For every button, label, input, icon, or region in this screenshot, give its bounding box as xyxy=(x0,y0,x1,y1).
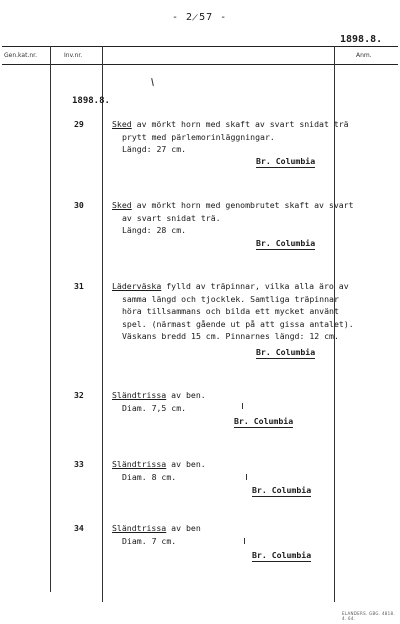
column-divider-1 xyxy=(50,46,51,592)
entry-name: Sländtrissa xyxy=(112,459,167,469)
pencil-tick-mark xyxy=(151,78,154,86)
header-year: 1898.8. xyxy=(340,34,383,45)
entry-number: 34 xyxy=(74,523,84,533)
entry-description xyxy=(112,389,337,414)
entry-line: av ben. xyxy=(171,459,206,469)
entry-number: 31 xyxy=(74,281,84,291)
column-header-inv: Inv.nr. xyxy=(64,52,83,59)
header-rule-top xyxy=(2,46,398,47)
entry-line: Diam. 7 cm. xyxy=(122,535,177,546)
entry-origin: Br. Columbia xyxy=(252,550,312,560)
entry-line: av ben xyxy=(171,523,201,533)
printer-imprint: ELANDERS. GBG. 4818. 4. 64. xyxy=(342,611,395,621)
page-number: - 2̷57 - xyxy=(172,12,228,23)
column-divider-2 xyxy=(102,46,103,602)
entry-description xyxy=(112,458,337,483)
entry-number: 30 xyxy=(74,200,84,210)
entry-origin: Br. Columbia xyxy=(252,485,312,495)
pencil-tick-mark xyxy=(242,403,243,409)
entry-name: Sländtrissa xyxy=(112,523,167,533)
entry-line: av svart snidat trä. xyxy=(122,212,221,223)
entry-name: Sländtrissa xyxy=(112,390,167,400)
entry-line: av mörkt horn med skaft av svart snidat trä xyxy=(136,119,349,129)
entry-description xyxy=(112,118,349,156)
entry-number: 33 xyxy=(74,459,84,469)
entry-line: av mörkt horn med genombrutet skaft av svart xyxy=(136,200,354,210)
entry-name: Sked xyxy=(112,200,132,210)
entry-name: Sked xyxy=(112,119,132,129)
entry-line: Diam. 8 cm. xyxy=(122,471,177,482)
entry-description xyxy=(112,522,337,547)
entry-line: höra tillsammans och bilda ett mycket använt xyxy=(122,306,339,316)
entry-origin: Br. Columbia xyxy=(256,156,316,166)
entry-origin: Br. Columbia xyxy=(256,347,316,357)
entry-description xyxy=(112,199,354,237)
column-header-anm: Anm. xyxy=(356,52,372,59)
entry-line: Väskans bredd 15 cm. Pinnarnes längd: 12 cm. xyxy=(122,331,339,341)
entry-origin: Br. Columbia xyxy=(256,238,316,248)
entry-line: Diam. 7,5 cm. xyxy=(122,402,187,413)
entry-line: Längd: 27 cm. xyxy=(122,144,187,154)
entry-name: Läderväska xyxy=(112,281,162,291)
entry-line: av ben. xyxy=(171,390,206,400)
entry-line: fylld av träpinnar, vilka alla äro av xyxy=(166,281,349,291)
entry-number: 32 xyxy=(74,390,84,400)
column-header-gen-kat: Gen.kat.nr. xyxy=(4,52,37,59)
entry-number: 29 xyxy=(74,119,84,129)
entry-description xyxy=(112,280,354,343)
section-year: 1898.8. xyxy=(72,96,110,106)
header-rule-bottom xyxy=(2,64,398,65)
pencil-tick-mark xyxy=(244,538,245,544)
pencil-tick-mark xyxy=(246,474,247,480)
entry-origin: Br. Columbia xyxy=(234,416,294,426)
entry-line: Längd: 28 cm. xyxy=(122,225,187,235)
entry-line: spel. (närmast gående ut på att gissa antalet). xyxy=(122,318,354,329)
entry-line: prytt med pärlemorinläggningar. xyxy=(122,131,275,142)
entry-line: samma längd och tjocklek. Samtliga träpinnar xyxy=(122,293,339,304)
